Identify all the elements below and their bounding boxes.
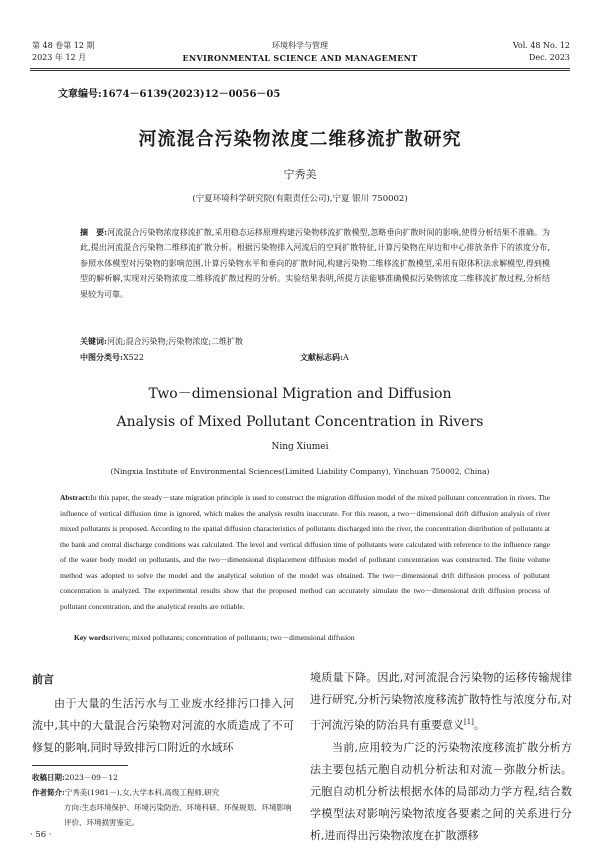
journal-volume-info-en: [513, 40, 570, 64]
affiliation-zh: (宁夏环境科学研究院(有限责任公司),宁夏 银川 750002): [192, 194, 408, 204]
page-title-en: [0, 380, 600, 436]
affiliation-en: (Ningxia Institute of Environmental Sciences(Limited Liability Company), Yinchuan 750002, China): [110, 467, 490, 476]
footnote-author-line1: 宁秀美(1981－),女,大学本科,高级工程师,研究: [64, 788, 220, 797]
header-rule-top: [30, 68, 570, 69]
page-number: · 56 ·: [30, 830, 52, 840]
footnote-author-line2: 方向:生态环境保护、环境污染防治、环境科研、环保规划、环境影响评价、环境损害鉴定。: [64, 803, 292, 827]
journal-name: [0, 40, 600, 64]
abstract-zh-text: 河流混合污染物浓度移流扩散,采用稳态运移原理构建污染物移流扩散模型,忽略垂向扩散时间的影响,使得分析结果不准确。为此,提出河流混合污染物二维移流扩散分析。根据污染物排入河流后的空间扩散特征,计算污染物在岸边和中心排放条件下的浓度分布,参照水体模型对污染物的影响范围,计算污染物水平和垂向的扩散时间,构建污染物二维移流扩散模型,采用有限体积法求解模型,得到模型的解析解,实现对污染物浓度二维移流扩散过程的分析。实验结果表明,所提方法能够准确模拟污染物浓度二维移流扩散过程,分析结果较为可靠。: [80, 228, 550, 299]
citation-ref-1[interactable]: [1]: [464, 718, 474, 726]
class-number-label: 中图分类号:: [80, 352, 123, 362]
footnote-author-label: 作者简介:: [32, 788, 65, 797]
footnote-received-date: 2023－09－12: [64, 773, 118, 782]
keywords-zh-text: 河流;混合污染物;污染物浓度;二维扩散: [106, 337, 244, 346]
document-code: [300, 352, 349, 363]
keywords-en: [74, 632, 355, 643]
page-title-zh: 河流混合污染物浓度二维移流扩散研究: [138, 129, 462, 150]
title-en-line1: Two－dimensional Migration and Diffusion: [148, 386, 452, 402]
section-heading-intro: 前言: [32, 673, 54, 686]
class-number-value: X522: [122, 353, 144, 362]
paragraph-1: [310, 667, 572, 737]
abstract-en-label: Abstract:: [60, 493, 91, 502]
paragraph-1-end: 。: [473, 718, 485, 732]
title-en-line2: Analysis of Mixed Pollutant Concentration in Rivers: [116, 414, 484, 430]
body-text-right: [310, 667, 572, 847]
footnote-author: [32, 785, 294, 830]
footnote-received: [32, 770, 294, 785]
article-number: 文章编号:1674－6139(2023)12－0056－05: [58, 89, 281, 100]
footnote-rule: [32, 765, 128, 766]
journal-date: 2023 年 12 月: [32, 53, 87, 62]
journal-date-en: Dec. 2023: [528, 53, 570, 62]
journal-volume: 第 48 卷第 12 期: [32, 41, 95, 50]
abstract-en: [60, 490, 550, 614]
keywords-zh-label: 关键词:: [80, 336, 107, 346]
journal-volume-en: Vol. 48 No. 12: [512, 41, 570, 50]
class-number: [80, 352, 144, 363]
abstract-zh: [80, 225, 550, 302]
author-en: Ning Xiumei: [271, 442, 329, 452]
header-rule-bottom: [30, 70, 570, 71]
footnote-received-label: 收稿日期:: [32, 773, 65, 782]
abstract-zh-label: 摘 要:: [80, 227, 108, 237]
keywords-zh: [80, 336, 243, 347]
body-text-left: 由于大量的生活污水与工业废水经排污口排入河流中,其中的大量混合污染物对河流的水质造成了不可修复的影响,同时导致排污口附近的水域环: [32, 697, 294, 754]
keywords-en-text: rivers; mixed pollutants; concentration of pollutants; two－dimensional diffusion: [110, 633, 355, 642]
journal-name-zh: 环境科学与管理: [272, 41, 328, 50]
document-code-value: A: [342, 353, 349, 362]
paragraph-1-text: 境质量下降。因此,对河流混合污染物的运移传输规律进行研究,分析污染物浓度移流扩散特性与浓度分布,对于河流污染的防治具有重要意义: [310, 671, 572, 732]
author-zh: 宁秀美: [283, 168, 317, 181]
document-code-label: 文献标志码:: [300, 352, 343, 362]
journal-name-en: ENVIRONMENTAL SCIENCE AND MANAGEMENT: [182, 53, 418, 63]
abstract-en-text: In this paper, the steady－state migration principle is used to construct the migration diffusion model of the mixed pollutant concentration in rivers. The influence of vertical diffusion time is ignored, which makes the analysis results inaccurate. For this reason, a two－dimensional drift diffusion analysis of river mixed pollutants is proposed. According to the spatial diffusion characteristics of pollutants discharged into the river, the concentration distribution of pollutants at the bank and central discharge conditions was calculated. The level and vertical diffusion time of pollutants were calculated with reference to the influence range of the water body model on pollutants, and the two－dimensional displacement diffusion model of pollutant concentration was constructed. The finite volume method was adopted to solve the model and the analytical solution of the model was obtained. The two－dimensional drift diffusion process of pollutant concentration is analyzed. The experimental results show that the proposed method can accurately simulate the two－dimensional drift diffusion process of pollutant concentration, and the analytical results are reliable.: [60, 493, 550, 611]
keywords-en-label: Key words:: [74, 633, 111, 642]
paragraph-2: 当前,应用较为广泛的污染物浓度移流扩散分析方法主要包括元胞自动机分析法和对流－弥散分析法。元胞自动机分析法根据水体的局部动力学方程,结合数学模型法对影响污染物浓度各要素之间的关系进行分析,进而得出污染物浓度在扩散漂移: [310, 740, 572, 842]
